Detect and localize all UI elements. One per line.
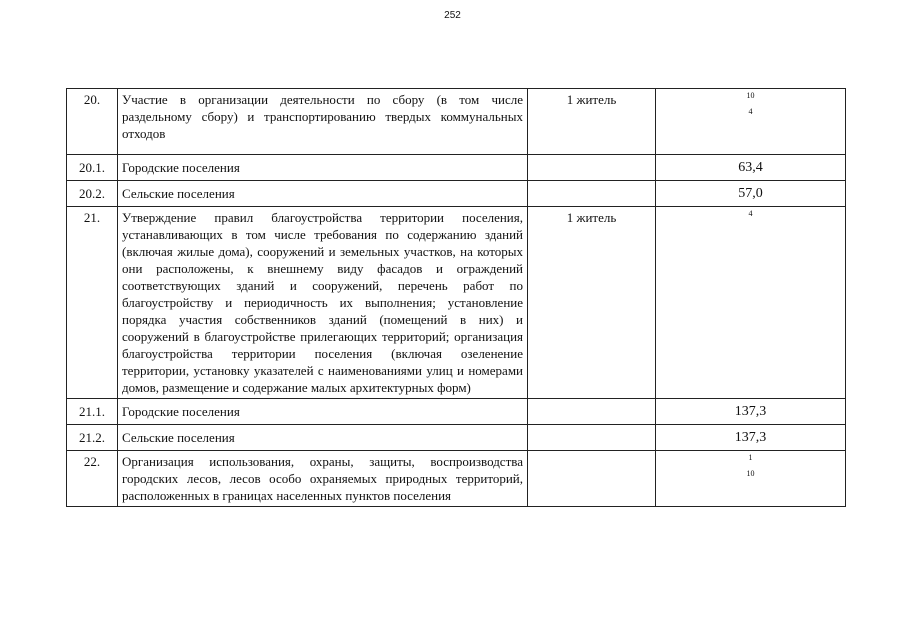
page-number: 252 — [444, 10, 461, 21]
value-superscript: 1 — [748, 453, 753, 462]
table-row — [67, 207, 846, 399]
row-number: 22. — [67, 451, 118, 507]
row-description: Сельские поселения — [118, 181, 528, 207]
row-value: 137,3 — [656, 425, 846, 451]
row-unit — [528, 425, 656, 451]
row-description: Сельские поселения — [118, 425, 528, 451]
row-description: Участие в организации деятельности по сбору (в том числе раздельному сбору) и транспортированию твердых коммунальных отходов — [118, 89, 528, 155]
value-superscript: 4 — [748, 209, 753, 218]
row-value — [656, 207, 846, 399]
row-number: 21.1. — [67, 399, 118, 425]
row-value: 63,4 — [656, 155, 846, 181]
table-row — [67, 181, 846, 207]
row-number: 20. — [67, 89, 118, 155]
row-unit: 1 житель — [528, 207, 656, 399]
row-number: 21. — [67, 207, 118, 399]
table-row — [67, 155, 846, 181]
table-row — [67, 399, 846, 425]
table-row — [67, 451, 846, 507]
row-value — [656, 451, 846, 507]
row-description: Городские поселения — [118, 155, 528, 181]
row-description: Городские поселения — [118, 399, 528, 425]
value-subscript: 4 — [748, 107, 753, 116]
row-number: 20.2. — [67, 181, 118, 207]
row-unit: 1 житель — [528, 89, 656, 155]
value-superscript: 10 — [746, 91, 755, 100]
row-description: Организация использования, охраны, защиты, воспроизводства городских лесов, лесов особо охраняемых природных территорий, расположенных в границах населенных пунктов поселения — [118, 451, 528, 507]
row-value: 57,0 — [656, 181, 846, 207]
row-unit — [528, 181, 656, 207]
table-row — [67, 89, 846, 155]
row-number: 20.1. — [67, 155, 118, 181]
row-value — [656, 89, 846, 155]
table-row — [67, 425, 846, 451]
row-number: 21.2. — [67, 425, 118, 451]
row-unit — [528, 399, 656, 425]
norms-table — [66, 88, 846, 507]
value-subscript: 10 — [746, 469, 755, 478]
row-unit — [528, 155, 656, 181]
row-value: 137,3 — [656, 399, 846, 425]
row-description: Утверждение правил благоустройства территории поселения, устанавливающих в том числе требования по содержанию зданий (включая жилые дома), сооружений и земельных участков, на которых они расположены, к внешнему виду фасадов и ограждений соответствующих зданий и сооружений, перечень работ по благоустройству и периодичность их выполнения; установление порядка участия собственников зданий (помещений в них) и сооружений в благоустройстве прилегающих территорий; организация благоустройства территории поселения (включая озеленение территории, установку указателей с наименованиями улиц и номерами домов, размещение и содержание малых архитектурных форм) — [118, 207, 528, 399]
row-unit — [528, 451, 656, 507]
